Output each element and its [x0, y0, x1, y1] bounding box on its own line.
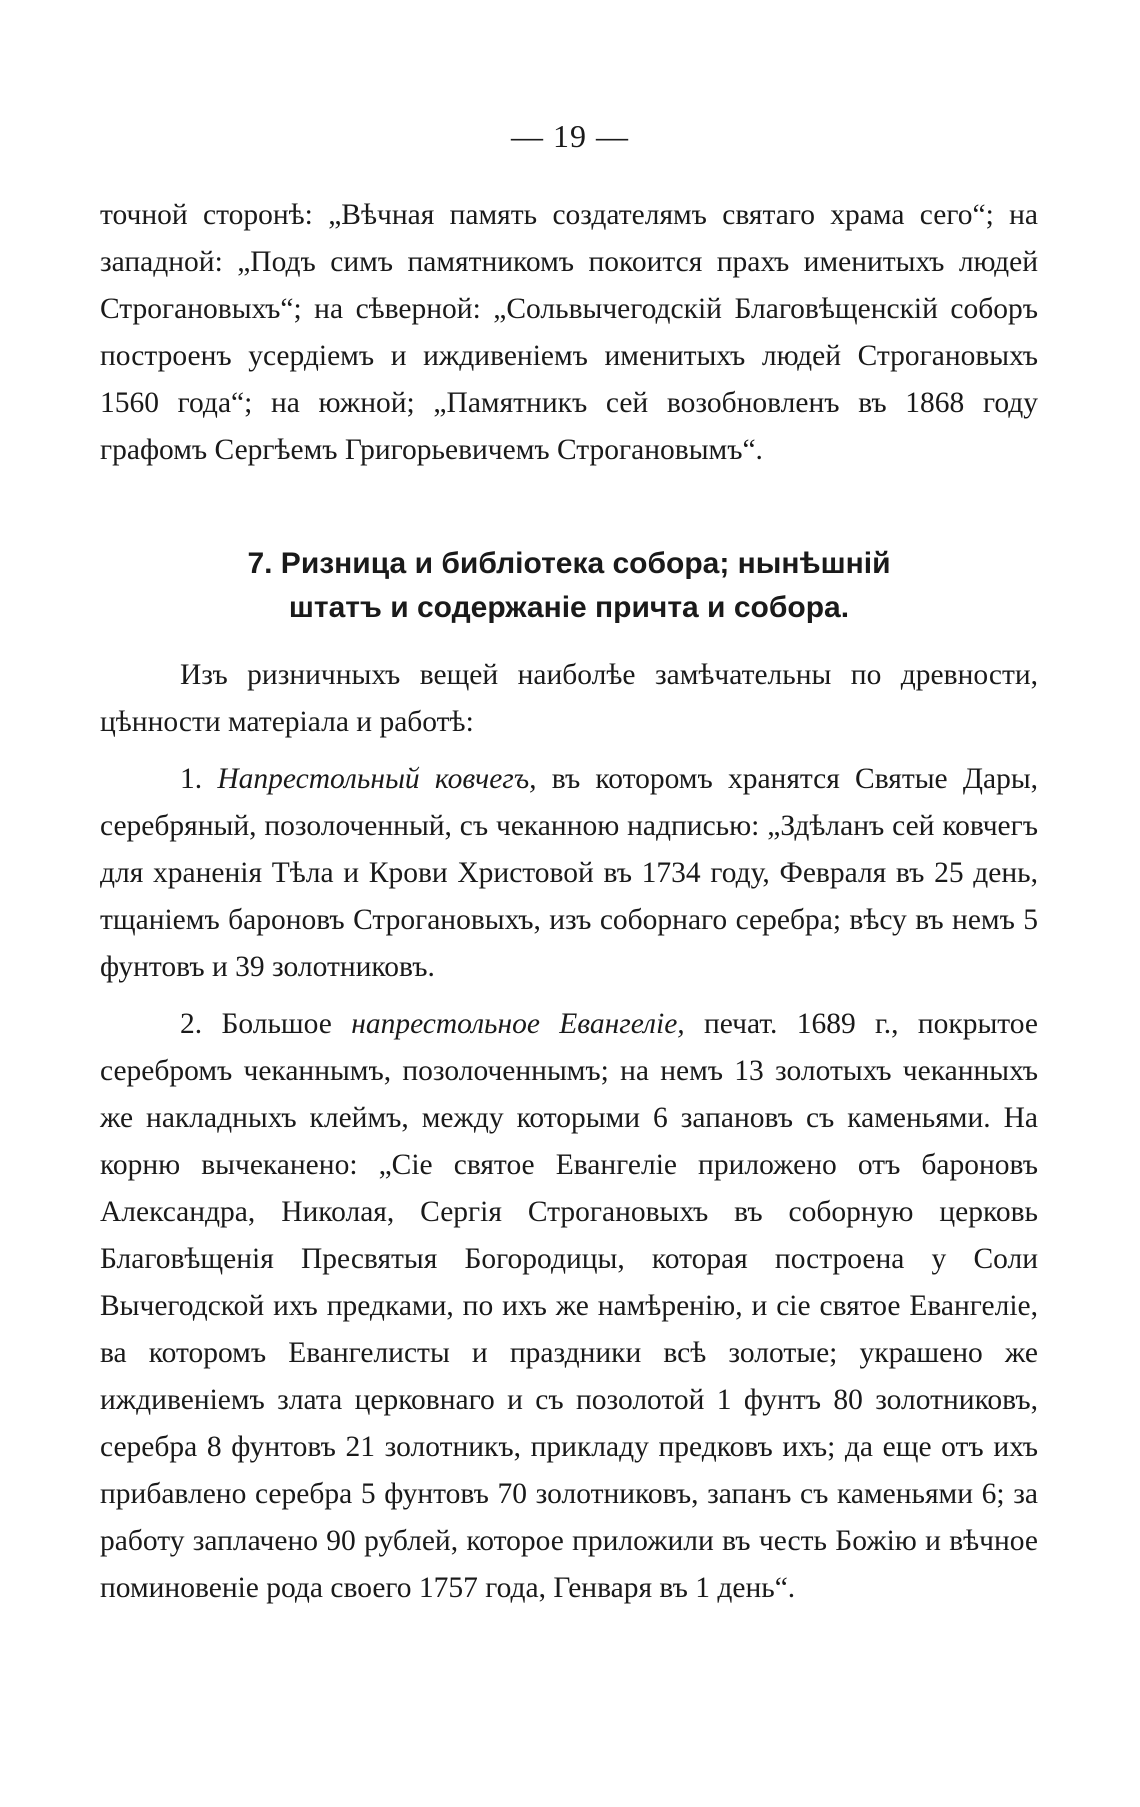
item-2-number: 2.: [180, 1008, 203, 1040]
lead-paragraph: Изъ ризничныхъ вещей наиболѣе замѣчательны по древности, цѣнности матеріала и работѣ:: [100, 659, 1038, 738]
item-2-title: напрестольное Евангеліе,: [351, 1008, 685, 1040]
item-1-title: Напрестольный ковчегъ,: [217, 763, 537, 795]
item-1-paragraph: [100, 756, 1038, 991]
section-heading-line-2: штатъ и содержаніе причта и собора.: [288, 591, 850, 624]
item-1-number: 1.: [180, 763, 203, 795]
section-heading: [100, 542, 1038, 630]
page-number: — 19 —: [511, 118, 629, 154]
intro-text-block: [100, 192, 1038, 474]
item-2-paragraph: [100, 1001, 1038, 1612]
intro-paragraph: точной сторонѣ: „Вѣчная память создателямъ святаго храма сего“; на западной: „Подъ симъ памятникомъ покоится прахъ именитыхъ людей Строгановыхъ“; на сѣверной: „Сольвычегодскій Благовѣщенскій соборъ построенъ усердіемъ и иждивеніемъ именитыхъ людей Строгановыхъ 1560 года“; на южной; „Памятникъ сей возобновленъ въ 1868 году графомъ Сергѣемъ Григорьевичемъ Строгановымъ“.: [100, 199, 1038, 466]
item-2-text: печат. 1689 г., покрытое серебромъ чеканнымъ, позолоченнымъ; на немъ 13 золотыхъ чеканныхъ же накладныхъ клеймъ, между которыми 6 запановъ съ каменьями. На корню вычеканено: „Сіе святое Евангеліе приложено отъ бароновъ Александра, Николая, Сергія Строгановыхъ въ соборную церковь Благовѣщенія Пресвятыя Богородицы, которая построена у Соли Вычегодской ихъ предками, по ихъ же намѣренію, и сіе святое Евангеліе, ва которомъ Евангелисты и праздники всѣ золотые; украшено же иждивеніемъ злата церковнаго и съ позолотой 1 фунтъ 80 золотниковъ, серебра 8 фунтовъ 21 золотникъ, прикладу предковъ ихъ; да еще отъ ихъ прибавлено серебра 5 фунтовъ 70 золотниковъ, запанъ съ каменьями 6; за работу заплачено 90 рублей, которое приложили въ честь Божію и вѣчное поминовеніе рода своего 1757 года, Генваря въ 1 день“.: [100, 1008, 1039, 1604]
item-2-prefix: Большое: [221, 1008, 332, 1040]
main-text-block: [100, 652, 1038, 1612]
item-1-text: въ которомъ хранятся Святые Дары, серебряный, позолоченный, съ чеканною надписью: „Здѣланъ сей ковчегъ для храненія Тѣла и Крови Христовой въ 1734 году, Февраля въ 25 день, тщаніемъ бароновъ Строгановыхъ, изъ соборнаго серебра; вѣсу въ немъ 5 фунтовъ и 39 золотниковъ.: [100, 763, 1039, 983]
section-heading-line-1: 7. Ризница и библіотека собора; нынѣшній: [247, 547, 891, 580]
